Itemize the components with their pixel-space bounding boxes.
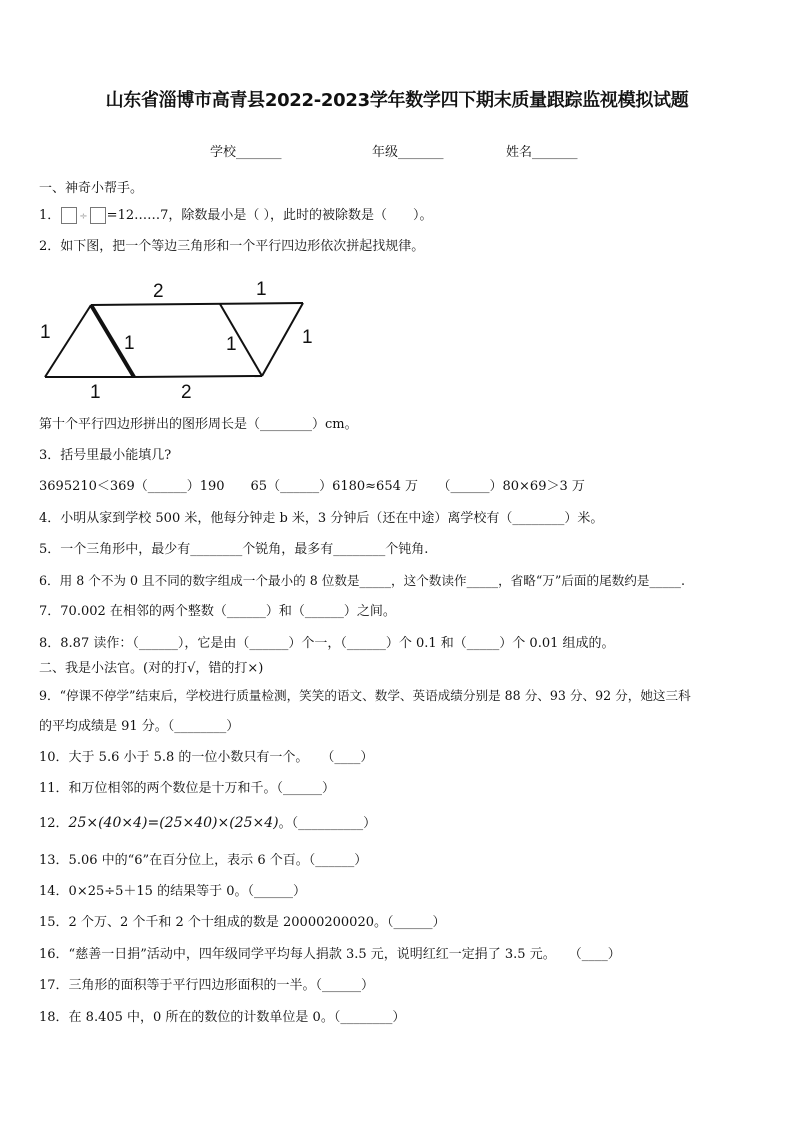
bottom-right-edge: [134, 376, 262, 377]
top-edge: [91, 303, 303, 305]
question-6: 6．用 8 个不为 0 且不同的数字组成一个最小的 8 位数是_____，这个数读作_____，省略“万”后面的尾数约是_____.: [39, 573, 685, 588]
question-14: 14．0×25÷5＋15 的结果等于 0。（______）: [39, 884, 306, 899]
divide-sign-icon: ÷: [79, 211, 88, 222]
q12-number: 12．: [39, 816, 69, 831]
question-4: 4．小明从家到学校 500 米，他每分钟走 b 米，3 分钟后（还在中途）离学校有（________）米。: [39, 511, 604, 526]
grade-field[interactable]: 年级_______: [372, 145, 444, 160]
label-middle-left: 1: [124, 333, 135, 354]
divisor-box[interactable]: [90, 207, 106, 224]
question-13: 13．5.06 中的“6”在百分位上，表示 6 个百。（______）: [39, 853, 368, 868]
label-right: 1: [302, 327, 313, 348]
question-10: 10．大于 5.6 小于 5.8 的一位小数只有一个。 （____）: [39, 750, 374, 765]
q1-text: =12……7，除数最小是（ ），此时的被除数是（ ）。: [106, 208, 433, 223]
dividend-box[interactable]: [61, 207, 77, 224]
label-bottom-left: 1: [90, 382, 101, 403]
question-3: 3．括号里最小能填几?: [39, 448, 172, 463]
triangle-parallelogram-figure: [36, 276, 326, 406]
question-2: 2．如下图，把一个等边三角形和一个平行四边形依次拼起找规律。: [39, 239, 425, 254]
name-field[interactable]: 姓名_______: [506, 145, 578, 160]
school-field[interactable]: 学校_______: [210, 145, 282, 160]
label-bottom-right: 2: [181, 382, 192, 403]
question-3-items: 3695210＜369（______）190 65（______）6180≈654 万 （______）80×69＞3 万: [39, 479, 585, 494]
page-title: 山东省淄博市高青县2022-2023学年数学四下期末质量跟踪监视模拟试题: [105, 90, 689, 111]
question-16: 16．“慈善一日捐”活动中，四年级同学平均每人捐款 3.5 元，说明红红一定捐了 3.5 元。 （____）: [39, 947, 621, 962]
question-1: [39, 207, 433, 225]
right-triangle-right-side: [262, 303, 303, 376]
question-5: 5．一个三角形中，最少有________个锐角，最多有________个钝角.: [39, 542, 429, 557]
q1-number: 1．: [39, 208, 61, 223]
label-top-left: 2: [153, 281, 164, 302]
section-2-heading: 二、我是小法官。(对的打√，错的打×): [39, 661, 264, 676]
question-12: [39, 815, 376, 832]
label-middle-right: 1: [226, 334, 237, 355]
question-9-line-1: 9．“停课不停学”结束后，学校进行质量检测，笑笑的语文、数学、英语成绩分别是 88 分、93 分、92 分，她这三科: [39, 688, 691, 703]
q12-formula: 25×(40×4)=(25×40)×(25×4): [68, 815, 279, 831]
question-17: 17．三角形的面积等于平行四边形面积的一半。（______）: [39, 978, 375, 993]
question-18: 18．在 8.405 中，0 所在的数位的计数单位是 0。（________）: [39, 1010, 406, 1025]
question-8: 8．8.87 读作：（______），它是由（______）个一，（______）个 0.1 和（_____）个 0.01 组成的。: [39, 636, 615, 651]
q12-answer: 。（__________）: [278, 816, 377, 831]
left-triangle-left-side: [45, 305, 91, 377]
label-left: 1: [40, 322, 51, 343]
question-15: 15．2 个万、2 个千和 2 个十组成的数是 20000200020。（______）: [39, 915, 446, 930]
section-1-heading: 一、神奇小帮手。: [39, 181, 144, 196]
question-9-line-2: 的平均成绩是 91 分。（________）: [39, 719, 240, 734]
question-7: 7．70.002 在相邻的两个整数（______）和（______）之间。: [39, 604, 396, 619]
label-top-right: 1: [256, 279, 267, 300]
question-11: 11．和万位相邻的两个数位是十万和千。（______）: [39, 781, 336, 796]
question-2-answer: 第十个平行四边形拼出的图形周长是（________）cm。: [39, 417, 358, 432]
